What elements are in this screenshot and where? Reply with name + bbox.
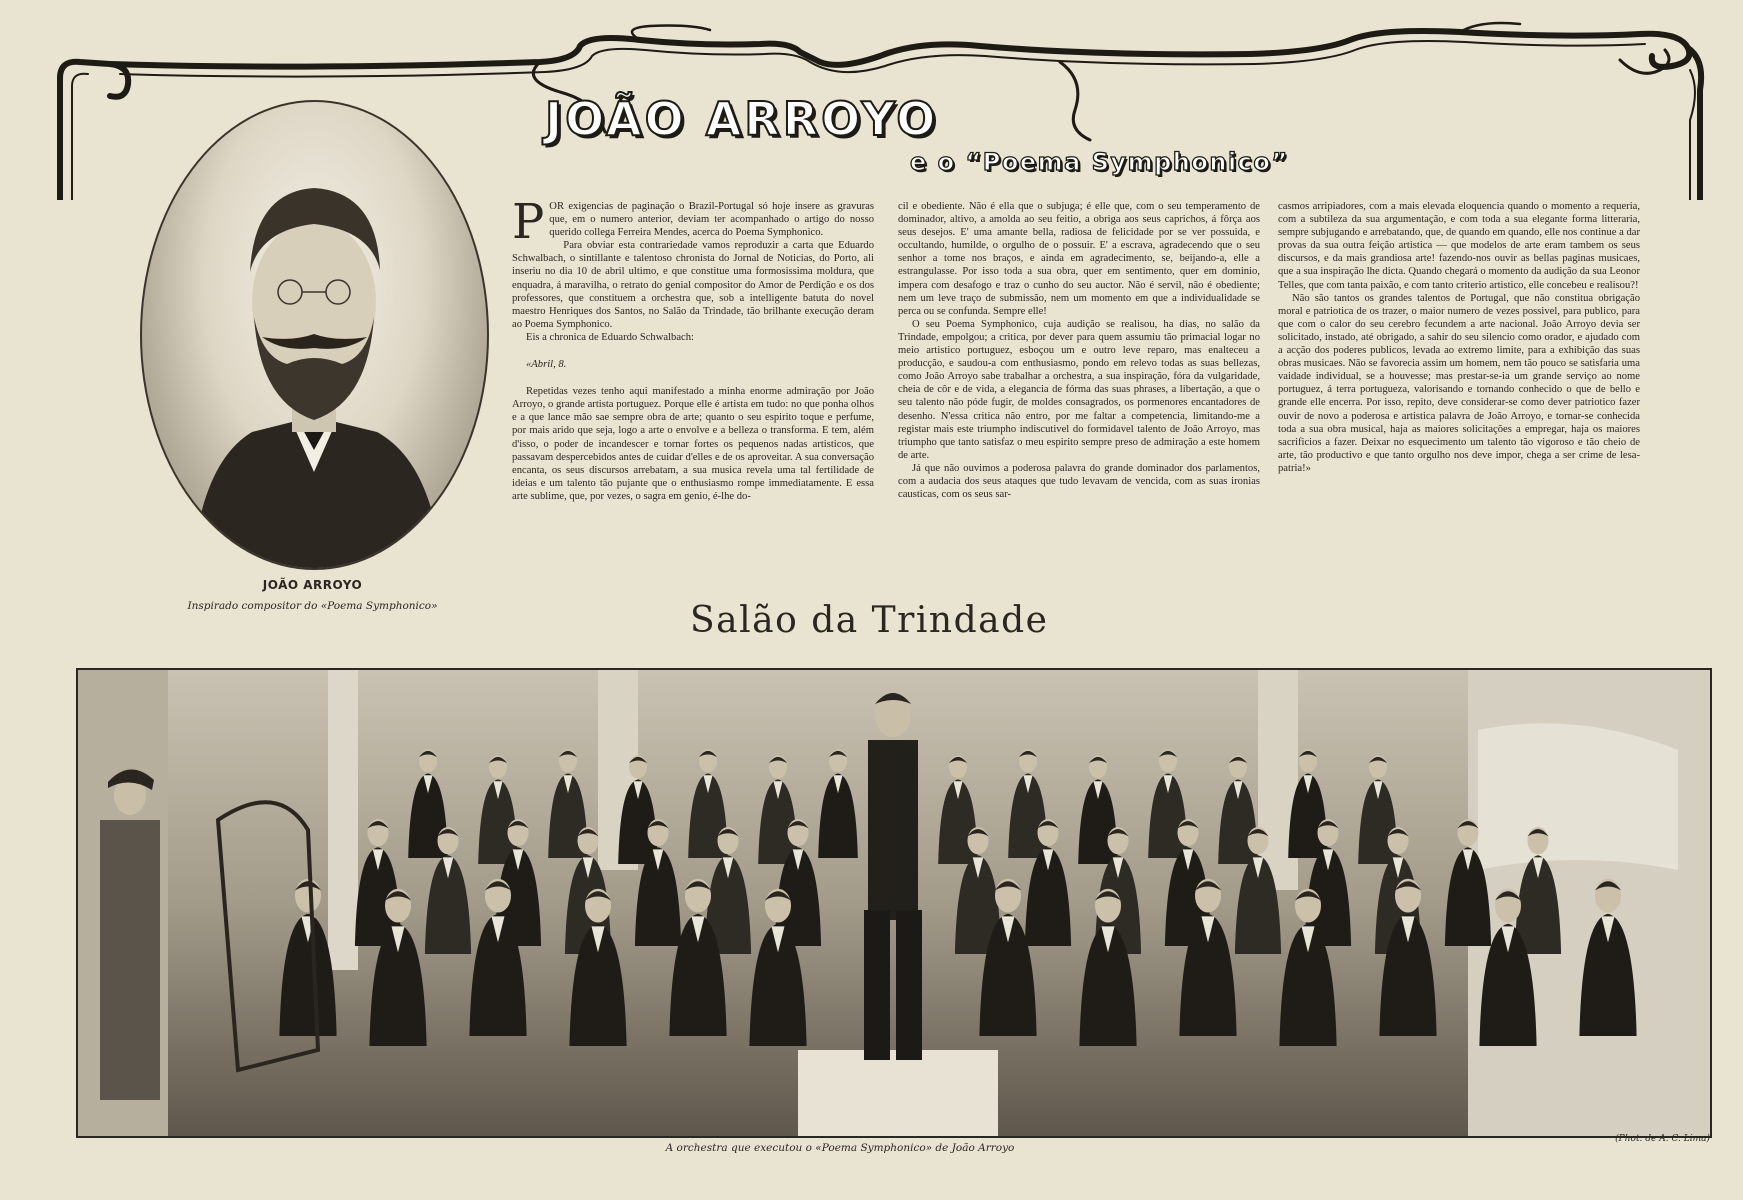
article-paragraph: cil e obediente. Não é ella que o subjuga; é elle que, com o seu temperamento de dominador, altivo, a amolda ao seu feitio, a obriga aos seus caprichos, á fôrça aos seus desejos. E' uma amante bella, radiosa de felicidade por se ver possuida, e occultando, humilde, o orgulho de o possuir. E' a escrava, agradecendo que o seu senhor a tome nos braços, e ainda em agradecimento, se, beijando-a, elle a estrangulasse. Por isso toda a sua obra, quer em sentimento, quer em dominio, impera com desafogo e traz o cunho do seu auctor. Não é servil, não é obediente; nem um leve traço de submissão, nem um momento em que a individualidade se perca ou se confunda. Sempre elle! xyxy=(898,201,1260,317)
article-paragraph: casmos arripiadores, com a mais elevada eloquencia quando o momento a requeria, com a subtileza da sua argumentação, e com toda a sua elegante forma litteraria, sempre subjugando e arrebatando, que, de quando em quando, elle nos continue a dar provas da sua outra feição artistica — que modelos de arte eram tambem os seus discursos, e da mais grandiosa arte! fazendo-nos ouvir as bellas paginas musicaes, que a sua inspiração lhe dicta. Quando chegará o momento da audição da sua Leonor Telles, que com tanta paixão, e com tanto criterio artistico, elle concebeu e realisou?! xyxy=(1278,201,1640,291)
article-paragraph: POR exigencias de paginação o Brazil-Portugal só hoje insere as gravuras que, em o numero anterior, deviam ter acompanhado o artigo do nosso querido collega Ferreira Mendes, acerca do Poema Symphonico. xyxy=(512,200,874,250)
photo-caption: A orchestra que executou o «Poema Symphonico» de João Arroyo xyxy=(665,1142,1015,1154)
portrait-caption: Inspirado compositor do «Poema Symphonico» xyxy=(187,600,438,612)
page-title: JOÃO ARROYO xyxy=(545,92,939,146)
article-column-1 xyxy=(512,200,874,592)
article-paragraph: Eis a chronica de Eduardo Schwalbach: xyxy=(526,331,694,343)
letter-date: «Abril, 8. xyxy=(526,359,567,371)
article-paragraph: Já que não ouvimos a poderosa palavra do grande dominador dos parlamentos, com a audacia dos seus ataques que tudo levavam de vencida, com as suas ironias causticas, com os seus sar- xyxy=(898,462,1260,501)
portrait-illustration xyxy=(142,102,487,568)
article-column-2 xyxy=(898,200,1260,592)
article-paragraph: Repetidas vezes tenho aqui manifestado a minha enorme admiração por João Arroyo, o grande artista portuguez. Porque elle é artista em tudo: no que ponha olhos e a que lance mão sae sempre obra de arte; quanto o seu espirito toque e perfume, por mais arido que seja, logo a arte o envolve e a belleza o transforma. E tem, além d'isso, o poder de incandescer e tornar fortes os pequenos nadas artisticos, que passavam despercebidos antes de cuidar d'elles e de os aproveitar. A sua conversação encanta, os seus discursos arrebatam, a sua musica revela uma tal fertilidade de ideias e um talento tão pujante que o enthusiasmo rompe immediatamente. E essa arte sublime, que, por vezes, o sagra em genio, é-lhe do- xyxy=(512,386,874,502)
article-paragraph: Para obviar esta contrariedade vamos reproduzir a carta que Eduardo Schwalbach, o sintillante e talentoso chronista do Jornal de Noticias, do Porto, ali inseriu no dia 10 de abril ultimo, e que constitue uma formosissima moldura, que enquadra, á maravilha, o retrato do genial compositor do Amor de Perdição e os dos professores, que constituem a orchestra que, sob a intelligente batuta do novel maestro Henriques dos Santos, no Salão da Trindade, tão brilhante execução deram ao Poema Symphonico. xyxy=(512,240,874,330)
photo-credit: (Phot. de A. C. Lima) xyxy=(1615,1134,1710,1144)
article-column-3 xyxy=(1278,200,1640,592)
portrait-name: JOÃO ARROYO xyxy=(262,578,363,592)
drop-cap: P xyxy=(512,200,545,250)
page-subtitle: e o “Poema Symphonico” xyxy=(910,148,1289,176)
section-title: Salão da Trindade xyxy=(690,600,1049,641)
orchestra-photo xyxy=(76,668,1712,1138)
orchestra-illustration xyxy=(78,670,1710,1136)
article-paragraph: O seu Poema Symphonico, cuja audição se realisou, ha dias, no salão da Trindade, empolgou; a critica, por dever para quem assumiu tão primacial logar no meio artistico portuguez, esboçou um e outro leve reparo, mas enalteceu a producção, e saudou-a com enthusiasmo, pondo em relevo todas as suas bellezas, como João Arroyo sabe trabalhar a orchestra, a sua inspiração, fóra da vulgaridade, cheia de côr e de vida, a elegancia de fórma das suas phrases, a libertação, a que o seu talento não póde fugir, de moldes consagrados, os pormenores encantadores de desenho. N'essa critica não entro, por me faltar a competencia, limitando-me a registar mais este triumpho indiscutivel do formidavel talento de João Arroyo, mas triumpho que tanto satisfaz o meu espirito sempre preso de admiração a este homem de arte. xyxy=(898,318,1260,461)
article-paragraph: Não são tantos os grandes talentos de Portugal, que não constitua obrigação moral e patriotica de os trazer, o maior numero de vezes possivel, para publico, para que com o calor do seu cerebro fecundem a arte nacional. João Arroyo devia ser solicitado, instado, até obrigado, a sahir do seu silencio como orador, e ajudado com a acção dos poderes publicos, levada ao extremo limite, para a exhibição das suas obras musicaes. Não se favorecia assim um homem, nem tão pouco se satisfaria uma vaidade individual, se a houvesse; mas prestar-se-ia um grande serviço ao nome portuguez, á terra portugueza, valorisando e tornando conhecido o que de bello e grande elle encerra. Por isso, repito, deve considerar-se como dever patriotico fazer ouvir de novo a poderosa e artistica palavra de João Arroyo, e tornar-se conhecida toda a sua obra musical, haja as maiores solicitações a empregar, haja os maiores sacrificios a fazer. Deixar no esquecimento um talento tão vigoroso e tão cheio de arte, tão productivo e que tanto orgulho nos deve impor, chega a ser crime de lesa-patria!» xyxy=(1278,292,1640,474)
portrait-photo xyxy=(140,100,489,570)
